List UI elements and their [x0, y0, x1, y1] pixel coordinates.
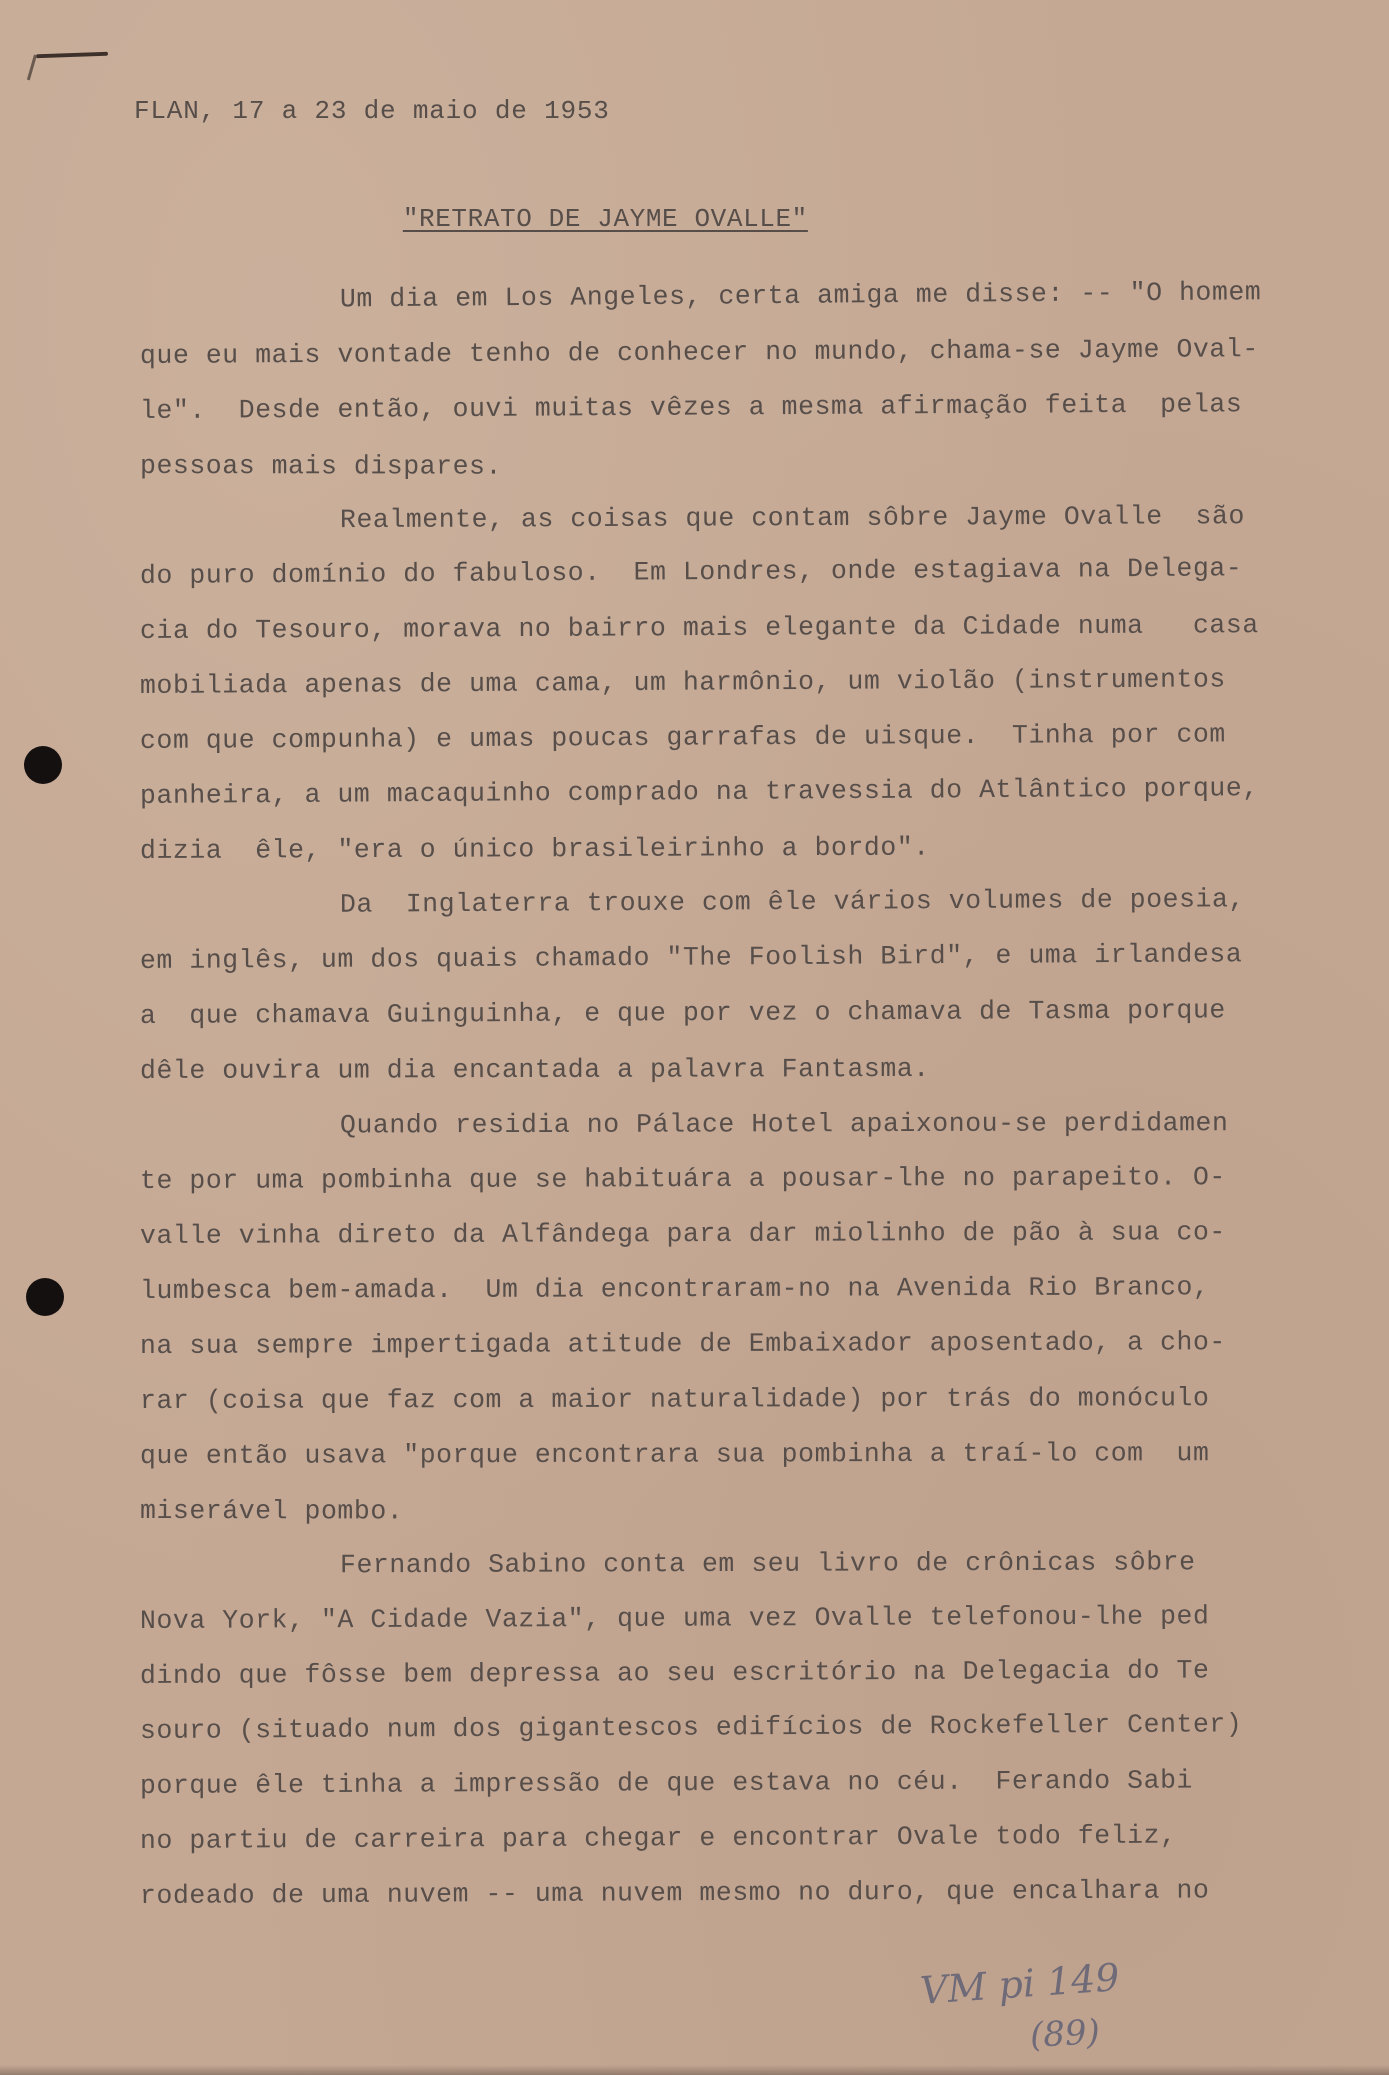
text-line: lumbesca bem-amada. Um dia encontraram-no na Avenida Rio Branco,: [139, 1272, 1210, 1306]
text-line: dindo que fôsse bem depressa ao seu escritório na Delegacia do Te: [139, 1655, 1210, 1691]
text-line: na sua sempre impertigada atitude de Embaixador aposentado, a cho-: [139, 1327, 1226, 1361]
document-title: [338, 174, 808, 264]
punch-hole: [26, 1278, 64, 1316]
text-line: Realmente, as coisas que contam sôbre Jayme Ovalle são: [339, 501, 1245, 536]
text-line: dêle ouvira um dia encantada a palavra Fantasma.: [139, 1053, 930, 1086]
text-line: miserável pombo.: [139, 1496, 404, 1527]
text-line: souro (situado num dos gigantescos edifícios de Rockefeller Center): [139, 1709, 1243, 1746]
text-line: a que chamava Guinguinha, e que por vez o chamava de Tasma porque: [139, 995, 1226, 1031]
text-line: te por uma pombinha que se habituára a pousar-lhe no parapeito. O-: [139, 1162, 1226, 1196]
corner-line: [27, 54, 37, 80]
text-line: le". Desde então, ouvi muitas vêzes a mesma afirmação feita pelas: [139, 389, 1243, 426]
text-line: no partiu de carreira para chegar e encontrar Ovale todo feliz,: [139, 1820, 1177, 1856]
text-line: rar (coisa que faz com a maior naturalidade) por trás do monóculo: [139, 1383, 1210, 1416]
punch-hole: [24, 746, 62, 784]
text-line: em inglês, um dos quais chamado "The Foolish Bird", e uma irlandesa: [139, 939, 1243, 976]
text-line: rodeado de uma nuvem -- uma nuvem mesmo no duro, que encalhara no: [139, 1875, 1210, 1911]
corner-mark: [36, 52, 108, 59]
text-line: valle vinha direto da Alfândega para dar miolinho de pão à sua co-: [139, 1217, 1226, 1251]
text-line: que então usava "porque encontrara sua pombinha a traí-lo com um: [139, 1438, 1210, 1471]
text-line: mobiliada apenas de uma cama, um harmônio, um violão (instrumentos: [139, 664, 1226, 701]
text-line: panheira, a um macaquinho comprado na travessia do Atlântico porque,: [139, 773, 1259, 811]
text-line: cia do Tesouro, morava no bairro mais elegante da Cidade numa casa: [139, 610, 1259, 646]
title-text: "RETRATO DE JAYME OVALLE": [402, 204, 808, 234]
text-line: do puro domínio do fabuloso. Em Londres, onde estagiava na Delega-: [139, 553, 1243, 591]
document-body: [140, 274, 1310, 1924]
handwritten-number: (89): [1029, 2012, 1101, 2056]
document-header: FLAN, 17 a 23 de maio de 1953: [134, 96, 610, 126]
text-line: dizia êle, "era o único brasileirinho a bordo".: [139, 832, 930, 866]
text-line: porque êle tinha a impressão de que estava no céu. Ferando Sabi: [139, 1765, 1194, 1801]
page-edge: [0, 2065, 1389, 2075]
text-line: Nova York, "A Cidade Vazia", que uma vez Ovalle telefonou-lhe ped: [139, 1601, 1210, 1636]
text-line: pessoas mais dispares.: [139, 451, 502, 482]
text-line: Da Inglaterra trouxe com êle vários volumes de poesia,: [339, 884, 1245, 920]
text-line: com que compunha) e umas poucas garrafas de uisque. Tinha por com: [139, 719, 1226, 756]
text-line: que eu mais vontade tenho de conhecer no mundo, chama-se Jayme Oval-: [139, 334, 1259, 371]
handwritten-reference: VM pi 149: [918, 1955, 1121, 2013]
text-line: Um dia em Los Angeles, certa amiga me disse: -- "O homem: [339, 277, 1262, 315]
text-line: Quando residia no Pálace Hotel apaixonou-se perdidamen: [339, 1108, 1229, 1141]
text-line: Fernando Sabino conta em seu livro de crônicas sôbre: [339, 1547, 1196, 1581]
